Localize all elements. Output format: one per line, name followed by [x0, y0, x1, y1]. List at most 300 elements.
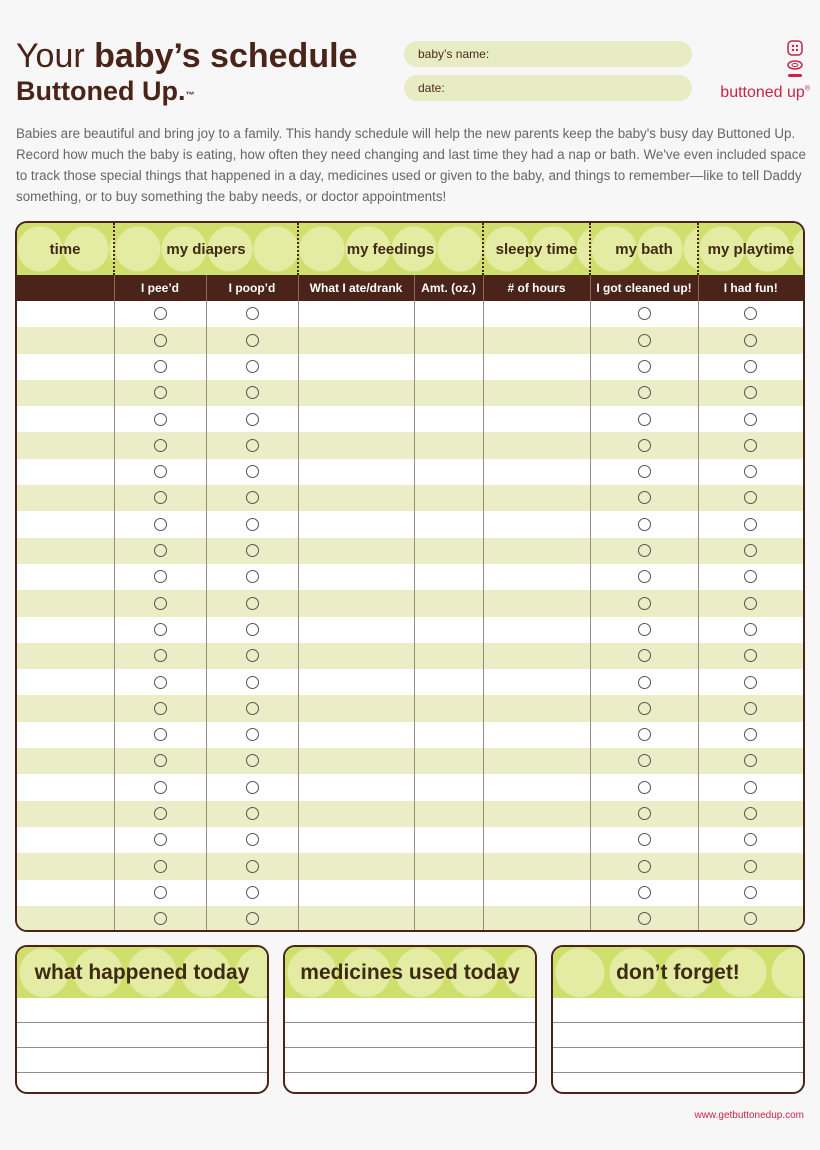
pooped-cell: [206, 669, 298, 695]
peed-cell: [114, 827, 206, 853]
hours-cell[interactable]: [483, 722, 590, 748]
checkbox-circle[interactable]: [246, 360, 259, 373]
had-fun-cell: [698, 459, 803, 485]
hours-cell[interactable]: [483, 853, 590, 879]
checkbox-circle[interactable]: [638, 833, 651, 846]
amount-cell[interactable]: [414, 774, 483, 800]
checkbox-circle[interactable]: [744, 360, 757, 373]
hours-cell[interactable]: [483, 485, 590, 511]
hours-cell[interactable]: [483, 590, 590, 616]
checkbox-circle[interactable]: [638, 439, 651, 452]
table-row: [17, 617, 803, 643]
cleaned-up-cell: [590, 327, 698, 353]
what-ate-cell[interactable]: [298, 590, 414, 616]
hours-cell[interactable]: [483, 906, 590, 932]
checkbox-circle[interactable]: [638, 860, 651, 873]
hours-cell[interactable]: [483, 801, 590, 827]
babys-name-field[interactable]: [404, 41, 692, 67]
what-ate-cell[interactable]: [298, 722, 414, 748]
time-cell[interactable]: [17, 327, 114, 353]
pooped-cell: [206, 564, 298, 590]
checkbox-circle[interactable]: [638, 728, 651, 741]
hours-cell[interactable]: [483, 748, 590, 774]
checkbox-circle[interactable]: [246, 334, 259, 347]
amount-cell[interactable]: [414, 354, 483, 380]
checkbox-circle[interactable]: [154, 570, 167, 583]
what-ate-cell[interactable]: [298, 511, 414, 537]
what-ate-cell[interactable]: [298, 748, 414, 774]
had-fun-cell: [698, 590, 803, 616]
peed-cell: [114, 669, 206, 695]
checkbox-circle[interactable]: [744, 386, 757, 399]
amount-cell[interactable]: [414, 380, 483, 406]
cleaned-up-cell: [590, 432, 698, 458]
checkbox-circle[interactable]: [246, 386, 259, 399]
time-cell[interactable]: [17, 853, 114, 879]
checkbox-circle[interactable]: [246, 676, 259, 689]
checkbox-circle[interactable]: [638, 518, 651, 531]
title-your: Your: [16, 37, 85, 75]
checkbox-circle[interactable]: [744, 334, 757, 347]
pooped-cell: [206, 695, 298, 721]
checkbox-circle[interactable]: [638, 807, 651, 820]
time-cell[interactable]: [17, 406, 114, 432]
checkbox-circle[interactable]: [638, 544, 651, 557]
time-cell[interactable]: [17, 669, 114, 695]
checkbox-circle[interactable]: [638, 702, 651, 715]
what-ate-cell[interactable]: [298, 774, 414, 800]
time-cell[interactable]: [17, 380, 114, 406]
table-row: [17, 301, 803, 327]
cleaned-up-cell: [590, 827, 698, 853]
note-line[interactable]: [285, 1023, 535, 1048]
logo: [710, 40, 810, 104]
hours-cell[interactable]: [483, 564, 590, 590]
checkbox-circle[interactable]: [638, 334, 651, 347]
table-row: [17, 695, 803, 721]
checkbox-circle[interactable]: [246, 518, 259, 531]
checkbox-circle[interactable]: [154, 860, 167, 873]
peed-cell: [114, 406, 206, 432]
checkbox-circle[interactable]: [154, 702, 167, 715]
time-cell[interactable]: [17, 801, 114, 827]
checkbox-circle[interactable]: [154, 912, 167, 925]
button-icon: [786, 40, 806, 80]
amount-cell[interactable]: [414, 853, 483, 879]
had-fun-cell: [698, 406, 803, 432]
checkbox-circle[interactable]: [246, 649, 259, 662]
what-ate-cell[interactable]: [298, 564, 414, 590]
amount-cell[interactable]: [414, 459, 483, 485]
pooped-cell: [206, 590, 298, 616]
table-row: [17, 432, 803, 458]
note-line[interactable]: [553, 1023, 803, 1048]
peed-cell: [114, 801, 206, 827]
checkbox-circle[interactable]: [246, 860, 259, 873]
checkbox-circle[interactable]: [246, 702, 259, 715]
amount-cell[interactable]: [414, 301, 483, 327]
checkbox-circle[interactable]: [154, 649, 167, 662]
had-fun-cell: [698, 485, 803, 511]
had-fun-cell: [698, 538, 803, 564]
table-row: [17, 459, 803, 485]
checkbox-circle[interactable]: [154, 307, 167, 320]
checkbox-circle[interactable]: [744, 912, 757, 925]
checkbox-circle[interactable]: [246, 570, 259, 583]
had-fun-cell: [698, 722, 803, 748]
checkbox-circle[interactable]: [744, 597, 757, 610]
checkbox-circle[interactable]: [154, 360, 167, 373]
checkbox-circle[interactable]: [744, 754, 757, 767]
time-cell[interactable]: [17, 485, 114, 511]
checkbox-circle[interactable]: [638, 623, 651, 636]
note-line[interactable]: [553, 1073, 803, 1094]
checkbox-circle[interactable]: [744, 781, 757, 794]
checkbox-circle[interactable]: [246, 307, 259, 320]
amount-cell[interactable]: [414, 695, 483, 721]
note-line[interactable]: [553, 1048, 803, 1073]
time-cell[interactable]: [17, 827, 114, 853]
had-fun-cell: [698, 827, 803, 853]
checkbox-circle[interactable]: [154, 886, 167, 899]
checkbox-circle[interactable]: [154, 807, 167, 820]
hours-cell[interactable]: [483, 380, 590, 406]
checkbox-circle[interactable]: [154, 491, 167, 504]
note-line[interactable]: [17, 1073, 267, 1094]
schedule-table: [15, 221, 805, 932]
note-line[interactable]: [285, 998, 535, 1023]
amount-cell[interactable]: [414, 643, 483, 669]
amount-cell[interactable]: [414, 827, 483, 853]
checkbox-circle[interactable]: [744, 518, 757, 531]
what-ate-cell[interactable]: [298, 827, 414, 853]
pooped-cell: [206, 354, 298, 380]
checkbox-circle[interactable]: [154, 334, 167, 347]
checkbox-circle[interactable]: [246, 413, 259, 426]
title-babys-schedule: baby’s schedule: [94, 37, 358, 75]
schedule-rows: [17, 301, 803, 932]
logo-text: buttoned up®: [720, 84, 810, 101]
amount-cell[interactable]: [414, 617, 483, 643]
had-fun-cell: [698, 617, 803, 643]
pooped-cell: [206, 722, 298, 748]
amount-cell[interactable]: [414, 748, 483, 774]
cleaned-up-cell: [590, 538, 698, 564]
cleaned-up-cell: [590, 774, 698, 800]
pooped-cell: [206, 327, 298, 353]
checkbox-circle[interactable]: [154, 597, 167, 610]
hours-cell[interactable]: [483, 459, 590, 485]
checkbox-circle[interactable]: [638, 413, 651, 426]
table-row: [17, 485, 803, 511]
amount-cell[interactable]: [414, 538, 483, 564]
time-cell[interactable]: [17, 695, 114, 721]
checkbox-circle[interactable]: [744, 491, 757, 504]
note-line[interactable]: [285, 1073, 535, 1094]
note-line[interactable]: [285, 1048, 535, 1073]
checkbox-circle[interactable]: [246, 886, 259, 899]
checkbox-circle[interactable]: [154, 676, 167, 689]
pooped-cell: [206, 774, 298, 800]
checkbox-circle[interactable]: [246, 781, 259, 794]
what-ate-cell[interactable]: [298, 432, 414, 458]
time-cell[interactable]: [17, 432, 114, 458]
amount-cell[interactable]: [414, 669, 483, 695]
checkbox-circle[interactable]: [246, 728, 259, 741]
checkbox-circle[interactable]: [744, 833, 757, 846]
what-ate-cell[interactable]: [298, 301, 414, 327]
peed-cell: [114, 327, 206, 353]
date-field[interactable]: [404, 75, 692, 101]
table-row: [17, 801, 803, 827]
hours-cell[interactable]: [483, 432, 590, 458]
time-cell[interactable]: [17, 459, 114, 485]
note-line[interactable]: [17, 1048, 267, 1073]
had-fun-cell: [698, 880, 803, 906]
time-cell[interactable]: [17, 511, 114, 537]
checkbox-circle[interactable]: [638, 597, 651, 610]
had-fun-cell: [698, 748, 803, 774]
checkbox-circle[interactable]: [638, 754, 651, 767]
cleaned-up-cell: [590, 643, 698, 669]
hours-cell[interactable]: [483, 511, 590, 537]
checkbox-circle[interactable]: [744, 807, 757, 820]
checkbox-circle[interactable]: [246, 439, 259, 452]
hours-cell[interactable]: [483, 301, 590, 327]
time-cell[interactable]: [17, 564, 114, 590]
had-fun-cell: [698, 906, 803, 932]
dont-forget-title: don’t forget!: [553, 947, 803, 998]
checkbox-circle[interactable]: [744, 676, 757, 689]
what-ate-cell[interactable]: [298, 643, 414, 669]
time-cell[interactable]: [17, 538, 114, 564]
what-ate-cell[interactable]: [298, 327, 414, 353]
group-header-time: time: [17, 223, 114, 275]
footer-url[interactable]: www.getbuttonedup.com: [694, 1110, 804, 1121]
table-row: [17, 354, 803, 380]
had-fun-cell: [698, 432, 803, 458]
table-row: [17, 643, 803, 669]
cleaned-up-cell: [590, 906, 698, 932]
time-cell[interactable]: [17, 643, 114, 669]
peed-cell: [114, 538, 206, 564]
checkbox-circle[interactable]: [638, 360, 651, 373]
table-row: [17, 380, 803, 406]
what-ate-cell[interactable]: [298, 459, 414, 485]
subheader-time: [17, 275, 114, 301]
table-row: [17, 590, 803, 616]
checkbox-circle[interactable]: [744, 649, 757, 662]
checkbox-circle[interactable]: [744, 439, 757, 452]
pooped-cell: [206, 485, 298, 511]
checkbox-circle[interactable]: [154, 518, 167, 531]
checkbox-circle[interactable]: [638, 886, 651, 899]
what-ate-cell[interactable]: [298, 906, 414, 932]
had-fun-cell: [698, 511, 803, 537]
note-line[interactable]: [17, 998, 267, 1023]
pooped-cell: [206, 643, 298, 669]
what-ate-cell[interactable]: [298, 880, 414, 906]
what-ate-cell[interactable]: [298, 695, 414, 721]
checkbox-circle[interactable]: [744, 544, 757, 557]
what-ate-cell[interactable]: [298, 801, 414, 827]
time-cell[interactable]: [17, 301, 114, 327]
trademark: ™: [185, 90, 195, 100]
cleaned-up-cell: [590, 590, 698, 616]
had-fun-cell: [698, 669, 803, 695]
amount-cell[interactable]: [414, 485, 483, 511]
amount-cell[interactable]: [414, 564, 483, 590]
cleaned-up-cell: [590, 880, 698, 906]
checkbox-circle[interactable]: [246, 544, 259, 557]
time-cell[interactable]: [17, 748, 114, 774]
checkbox-circle[interactable]: [154, 439, 167, 452]
checkbox-circle[interactable]: [638, 570, 651, 583]
cleaned-up-cell: [590, 511, 698, 537]
checkbox-circle[interactable]: [744, 860, 757, 873]
checkbox-circle[interactable]: [154, 833, 167, 846]
checkbox-circle[interactable]: [744, 413, 757, 426]
what-ate-cell[interactable]: [298, 538, 414, 564]
checkbox-circle[interactable]: [638, 912, 651, 925]
what-happened-title: what happened today: [17, 947, 267, 998]
amount-cell[interactable]: [414, 880, 483, 906]
hours-cell[interactable]: [483, 669, 590, 695]
table-row: [17, 827, 803, 853]
checkbox-circle[interactable]: [744, 702, 757, 715]
hours-cell[interactable]: [483, 880, 590, 906]
table-row: [17, 906, 803, 932]
peed-cell: [114, 617, 206, 643]
what-ate-cell[interactable]: [298, 669, 414, 695]
pooped-cell: [206, 406, 298, 432]
checkbox-circle[interactable]: [638, 386, 651, 399]
time-cell[interactable]: [17, 906, 114, 932]
hours-cell[interactable]: [483, 538, 590, 564]
hours-cell[interactable]: [483, 354, 590, 380]
checkbox-circle[interactable]: [154, 781, 167, 794]
peed-cell: [114, 485, 206, 511]
checkbox-circle[interactable]: [246, 491, 259, 504]
time-cell[interactable]: [17, 774, 114, 800]
hours-cell[interactable]: [483, 327, 590, 353]
checkbox-circle[interactable]: [246, 465, 259, 478]
checkbox-circle[interactable]: [154, 754, 167, 767]
amount-cell[interactable]: [414, 432, 483, 458]
hours-cell[interactable]: [483, 774, 590, 800]
time-cell[interactable]: [17, 880, 114, 906]
checkbox-circle[interactable]: [154, 386, 167, 399]
pooped-cell: [206, 906, 298, 932]
hours-cell[interactable]: [483, 617, 590, 643]
checkbox-circle[interactable]: [744, 623, 757, 636]
checkbox-circle[interactable]: [246, 912, 259, 925]
what-ate-cell[interactable]: [298, 853, 414, 879]
hours-cell[interactable]: [483, 643, 590, 669]
note-line[interactable]: [17, 1023, 267, 1048]
pooped-cell: [206, 801, 298, 827]
amount-cell[interactable]: [414, 722, 483, 748]
pooped-cell: [206, 538, 298, 564]
checkbox-circle[interactable]: [744, 465, 757, 478]
checkbox-circle[interactable]: [246, 754, 259, 767]
checkbox-circle[interactable]: [154, 413, 167, 426]
amount-cell[interactable]: [414, 906, 483, 932]
cleaned-up-cell: [590, 669, 698, 695]
amount-cell[interactable]: [414, 511, 483, 537]
table-row: [17, 722, 803, 748]
checkbox-circle[interactable]: [246, 623, 259, 636]
cleaned-up-cell: [590, 380, 698, 406]
what-ate-cell[interactable]: [298, 380, 414, 406]
what-ate-cell[interactable]: [298, 354, 414, 380]
title-buttoned-up: Buttoned Up.: [16, 76, 186, 106]
medicines-box: [283, 945, 537, 1094]
checkbox-circle[interactable]: [744, 886, 757, 899]
hours-cell[interactable]: [483, 406, 590, 432]
hours-cell[interactable]: [483, 695, 590, 721]
time-cell[interactable]: [17, 590, 114, 616]
checkbox-circle[interactable]: [638, 781, 651, 794]
checkbox-circle[interactable]: [638, 491, 651, 504]
hours-cell[interactable]: [483, 827, 590, 853]
peed-cell: [114, 459, 206, 485]
amount-cell[interactable]: [414, 327, 483, 353]
peed-cell: [114, 564, 206, 590]
time-cell[interactable]: [17, 617, 114, 643]
checkbox-circle[interactable]: [744, 570, 757, 583]
page-title: [16, 36, 357, 106]
checkbox-circle[interactable]: [638, 465, 651, 478]
what-happened-box: [15, 945, 269, 1094]
subheader-peed: I pee’d: [114, 275, 206, 301]
table-row: [17, 511, 803, 537]
checkbox-circle[interactable]: [744, 307, 757, 320]
what-ate-cell[interactable]: [298, 617, 414, 643]
subheader-had-fun: I had fun!: [698, 275, 803, 301]
checkbox-circle[interactable]: [246, 833, 259, 846]
checkbox-circle[interactable]: [638, 307, 651, 320]
cleaned-up-cell: [590, 617, 698, 643]
what-ate-cell[interactable]: [298, 406, 414, 432]
pooped-cell: [206, 459, 298, 485]
checkbox-circle[interactable]: [744, 728, 757, 741]
checkbox-circle[interactable]: [154, 465, 167, 478]
note-line[interactable]: [553, 998, 803, 1023]
checkbox-circle[interactable]: [246, 597, 259, 610]
amount-cell[interactable]: [414, 590, 483, 616]
peed-cell: [114, 590, 206, 616]
what-ate-cell[interactable]: [298, 485, 414, 511]
checkbox-circle[interactable]: [154, 544, 167, 557]
time-cell[interactable]: [17, 722, 114, 748]
group-header-bath: my bath: [590, 223, 698, 275]
pooped-cell: [206, 853, 298, 879]
checkbox-circle[interactable]: [154, 623, 167, 636]
amount-cell[interactable]: [414, 406, 483, 432]
medicines-title: medicines used today: [285, 947, 535, 998]
table-row: [17, 774, 803, 800]
checkbox-circle[interactable]: [638, 676, 651, 689]
checkbox-circle[interactable]: [154, 728, 167, 741]
amount-cell[interactable]: [414, 801, 483, 827]
peed-cell: [114, 695, 206, 721]
had-fun-cell: [698, 301, 803, 327]
time-cell[interactable]: [17, 354, 114, 380]
cleaned-up-cell: [590, 406, 698, 432]
checkbox-circle[interactable]: [246, 807, 259, 820]
checkbox-circle[interactable]: [638, 649, 651, 662]
